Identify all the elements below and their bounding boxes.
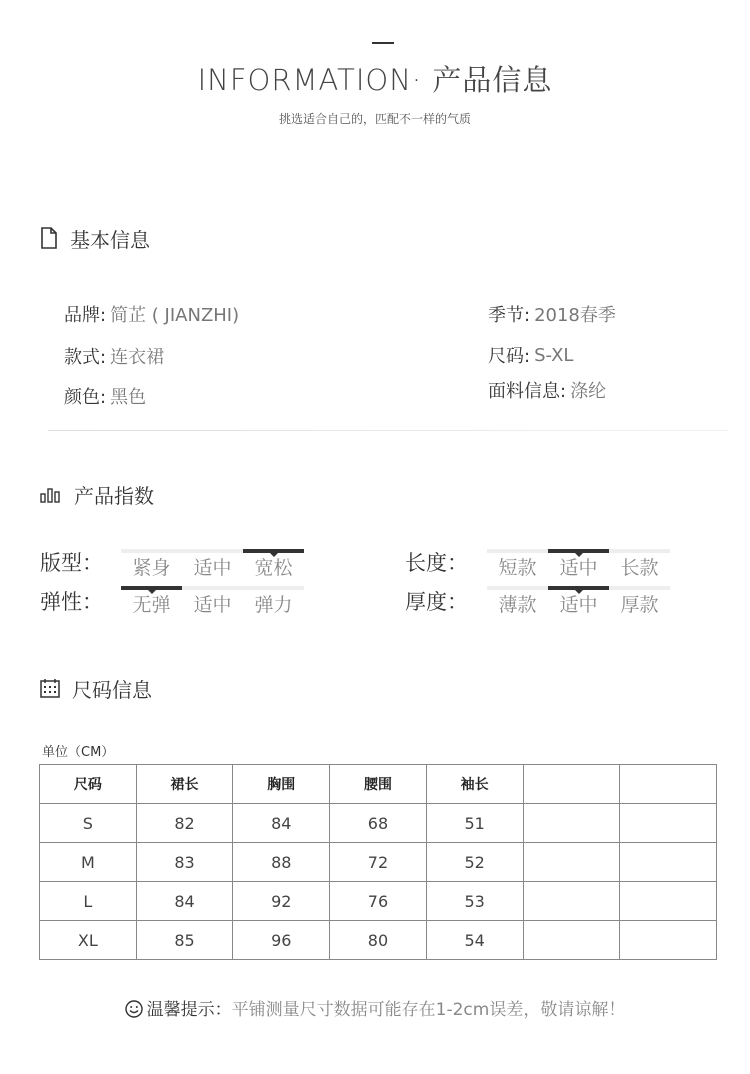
- info-label: 品牌:: [64, 305, 107, 326]
- info-label: 面料信息:: [488, 381, 567, 402]
- title-en: INFORMATION·: [197, 63, 423, 97]
- info-label: 尺码:: [488, 346, 531, 367]
- table-header-cell: 腰围: [330, 765, 427, 804]
- info-value: 黑色: [110, 387, 147, 408]
- index-option-selected: 宽松: [243, 549, 304, 580]
- table-cell: 80: [330, 921, 427, 960]
- index-label-elasticity: 弹性：: [40, 590, 103, 614]
- info-label: 款式:: [64, 347, 107, 368]
- table-cell: [620, 843, 717, 882]
- table-cell: [523, 921, 620, 960]
- index-scale-fit: [121, 549, 304, 580]
- table-cell: XL: [40, 921, 137, 960]
- section-size-title: 尺码信息: [72, 677, 152, 702]
- footer-tip: [0, 995, 750, 1020]
- table-row: [40, 921, 717, 960]
- index-option-selected: 无弹: [121, 586, 182, 617]
- table-cell: L: [40, 882, 137, 921]
- info-value: 简芷 ( JIANZHI): [110, 305, 240, 326]
- index-option-selected: 适中: [548, 549, 609, 580]
- size-unit-label: 单位（CM）: [42, 745, 115, 760]
- info-value: 连衣裙: [110, 347, 165, 368]
- table-cell: 83: [136, 843, 233, 882]
- table-cell: 72: [330, 843, 427, 882]
- index-option: 紧身: [132, 557, 171, 579]
- table-cell: 51: [426, 804, 523, 843]
- info-label: 颜色:: [64, 387, 107, 408]
- basic-left-col: [64, 300, 239, 410]
- info-row: [488, 376, 616, 404]
- table-cell: 52: [426, 843, 523, 882]
- info-value: 涤纶: [570, 381, 607, 402]
- table-row: [40, 843, 717, 882]
- index-label-fit: 版型：: [40, 551, 103, 575]
- smiley-icon: [125, 1000, 143, 1018]
- info-value: S-XL: [534, 344, 574, 366]
- info-row: [488, 300, 616, 328]
- calendar-grid-icon: [40, 678, 60, 698]
- table-cell: [523, 882, 620, 921]
- page-subtitle: 挑选适合自己的，匹配不一样的气质: [278, 112, 471, 126]
- index-scale-length: [487, 549, 670, 580]
- index-option: 适中: [193, 594, 232, 616]
- index-option: 适中: [193, 557, 232, 579]
- table-cell: 54: [426, 921, 523, 960]
- table-cell: [523, 843, 620, 882]
- section-basic-title: 基本信息: [70, 227, 150, 252]
- section-basic-heading: [40, 224, 150, 252]
- table-header-cell: [620, 765, 717, 804]
- section-size-heading: [40, 674, 152, 702]
- table-cell: 92: [233, 882, 330, 921]
- table-cell: 82: [136, 804, 233, 843]
- table-cell: 88: [233, 843, 330, 882]
- table-cell: 85: [136, 921, 233, 960]
- table-header-row: [40, 765, 717, 804]
- header-deco-bar: [372, 42, 394, 44]
- basic-right-col: [488, 300, 616, 404]
- table-cell: [620, 882, 717, 921]
- index-option: 薄款: [498, 594, 537, 616]
- table-row: [40, 882, 717, 921]
- index-option-selected: 适中: [548, 586, 609, 617]
- index-option: 短款: [498, 557, 537, 579]
- tip-lead: 温馨提示：: [146, 1000, 232, 1020]
- info-row: [64, 382, 239, 410]
- table-cell: [523, 804, 620, 843]
- table-header-cell: [523, 765, 620, 804]
- table-cell: [620, 921, 717, 960]
- section-index-heading: [40, 480, 154, 508]
- section-index-title: 产品指数: [74, 483, 154, 508]
- table-cell: 53: [426, 882, 523, 921]
- index-option: 厚款: [620, 594, 659, 616]
- bar-chart-icon: [40, 485, 62, 503]
- index-scale-elasticity: [121, 586, 304, 617]
- table-header-cell: 尺码: [40, 765, 137, 804]
- tip-body: 平铺测量尺寸数据可能存在1-2cm误差，敬请谅解！: [231, 1000, 626, 1020]
- index-option: 长款: [620, 557, 659, 579]
- size-table: [39, 764, 717, 960]
- index-label-length: 长度：: [405, 551, 468, 575]
- document-icon: [40, 227, 58, 249]
- index-option: 弹力: [254, 594, 293, 616]
- table-cell: M: [40, 843, 137, 882]
- info-row: [64, 342, 239, 370]
- table-header-cell: 胸围: [233, 765, 330, 804]
- index-label-thickness: 厚度：: [405, 590, 468, 614]
- table-cell: [620, 804, 717, 843]
- table-row: [40, 804, 717, 843]
- section-divider: [48, 430, 728, 431]
- table-cell: 84: [233, 804, 330, 843]
- page-title: [0, 58, 750, 99]
- table-cell: 68: [330, 804, 427, 843]
- table-cell: 84: [136, 882, 233, 921]
- table-header-cell: 裙长: [136, 765, 233, 804]
- info-row: [488, 341, 616, 369]
- table-cell: 76: [330, 882, 427, 921]
- info-label: 季节:: [488, 305, 531, 326]
- table-cell: S: [40, 804, 137, 843]
- info-row: [64, 300, 239, 328]
- info-value: 2018春季: [534, 305, 616, 326]
- index-scale-thickness: [487, 586, 670, 617]
- table-cell: 96: [233, 921, 330, 960]
- table-header-cell: 袖长: [426, 765, 523, 804]
- title-cn: 产品信息: [422, 63, 553, 97]
